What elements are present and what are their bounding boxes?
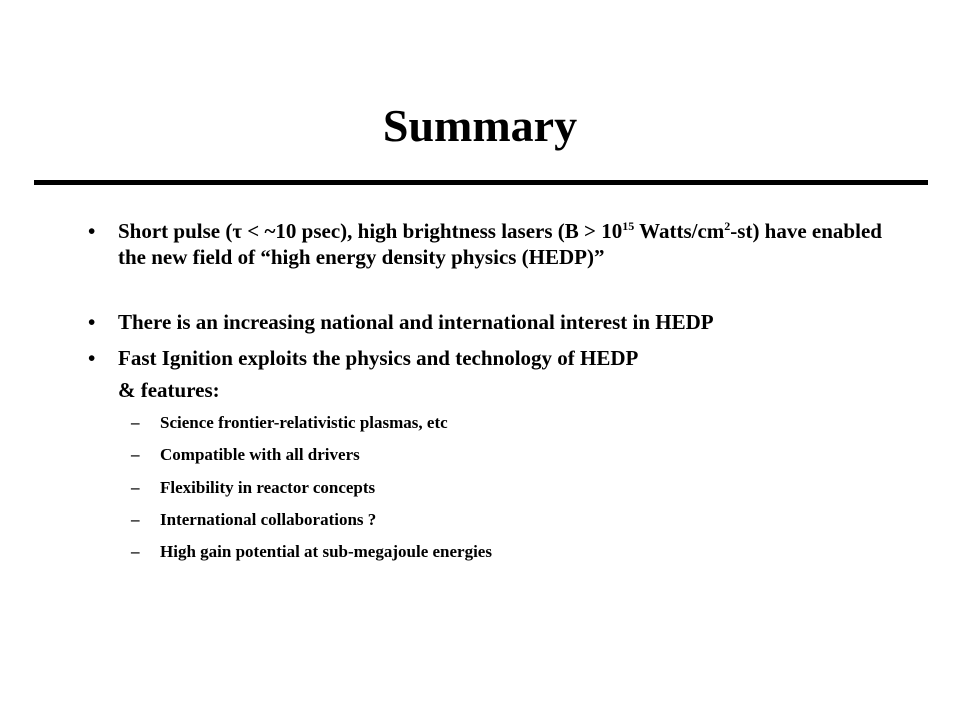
dash-marker: – (131, 510, 140, 529)
features-heading: & features: (118, 378, 220, 402)
dash-marker: – (131, 542, 140, 561)
bullet-marker: • (88, 310, 96, 334)
feature-item-high-gain: High gain potential at sub-megajoule energies (160, 542, 492, 561)
feature-item-international: International collaborations ? (160, 510, 377, 529)
bullet-marker: • (88, 346, 96, 370)
slide-title: Summary (382, 100, 578, 151)
dash-marker: – (131, 445, 140, 464)
bullet-item-short-pulse (118, 218, 898, 270)
feature-item-flexibility: Flexibility in reactor concepts (160, 478, 376, 497)
bullet-item-fast-ignition: Fast Ignition exploits the physics and technology of HEDP (118, 346, 639, 370)
dash-marker: – (131, 478, 140, 497)
bullet1-exponent-2: 2 (724, 219, 731, 233)
bullet-item-interest: There is an increasing national and international interest in HEDP (118, 310, 714, 334)
feature-item-compatible-drivers: Compatible with all drivers (160, 445, 360, 464)
bullet1-exponent-15: 15 (622, 219, 635, 233)
bullet1-text-part2: Watts/cm (639, 219, 725, 243)
bullet1-text-part1: Short pulse (τ < ~10 psec), high brightness lasers (B > 10 (118, 219, 623, 243)
bullet1-text-part3: -st) have enabled the new field of “high energy density physics (HEDP)” (118, 219, 882, 269)
bullet-marker: • (88, 219, 96, 243)
dash-marker: – (131, 413, 140, 432)
feature-item-science-frontier: Science frontier-relativistic plasmas, etc (160, 413, 448, 432)
